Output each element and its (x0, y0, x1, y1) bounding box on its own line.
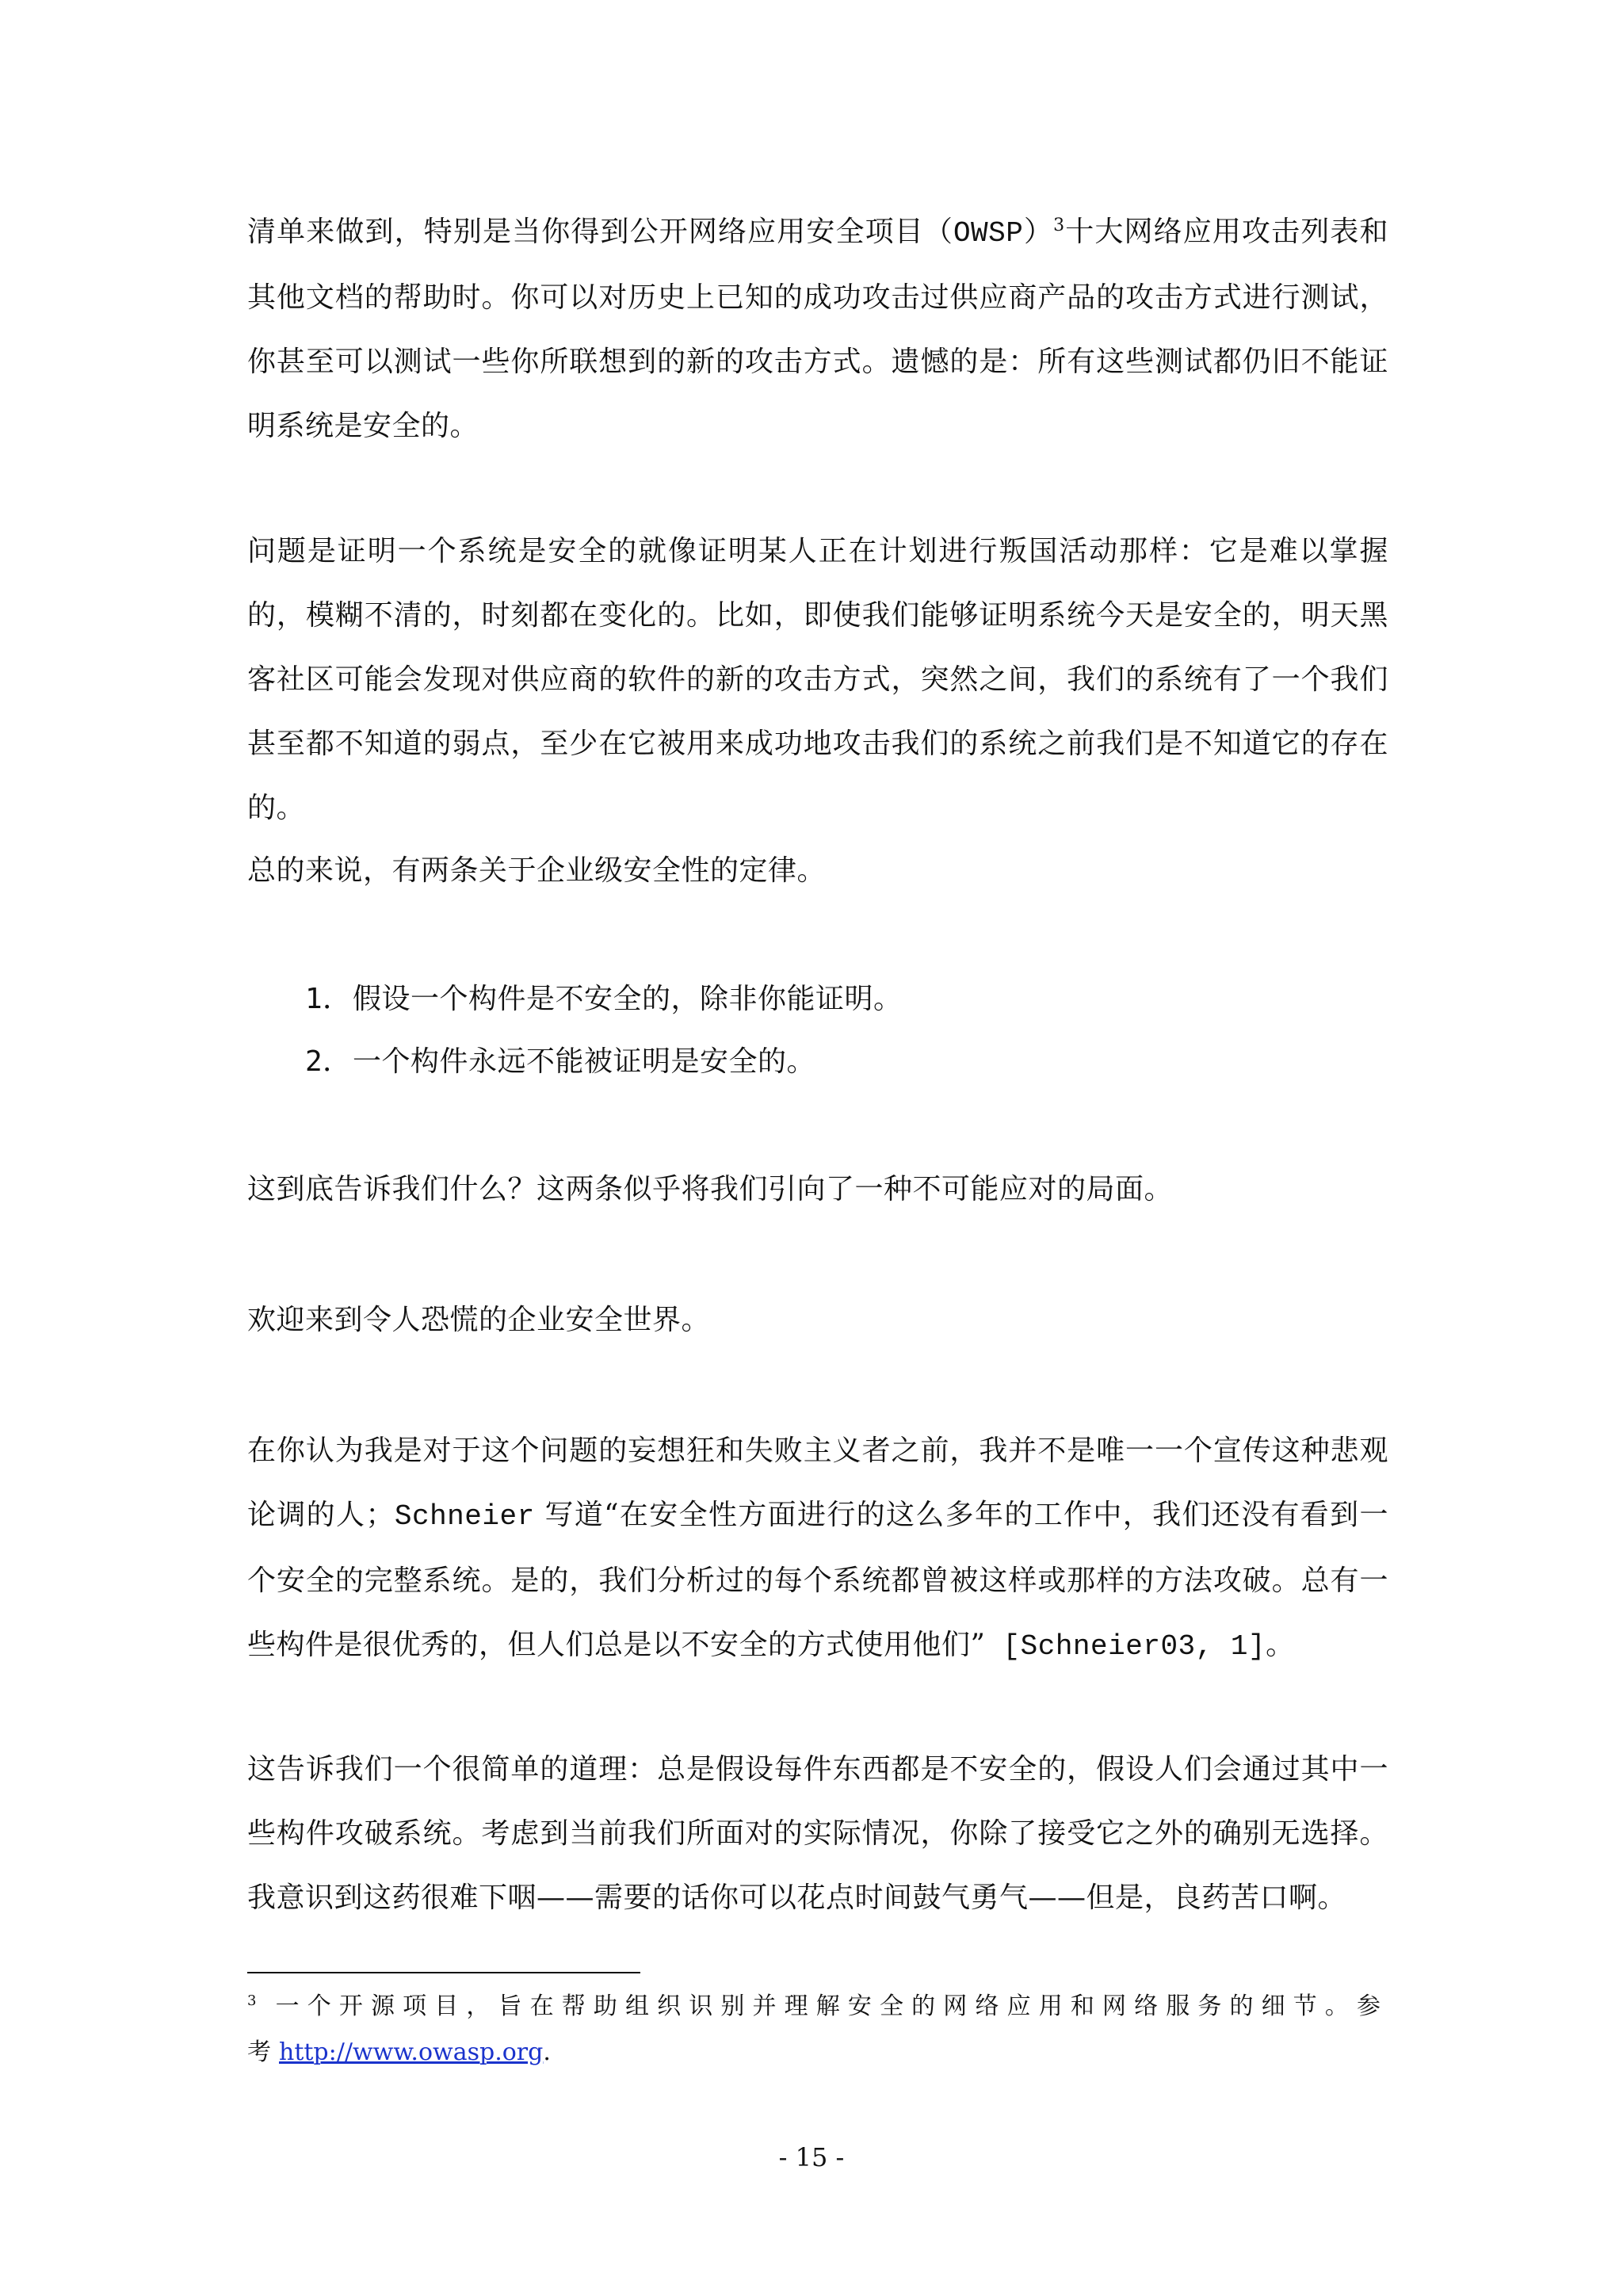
law-text: 一个构件永远不能被证明是安全的。 (353, 1045, 816, 1078)
footnote-tail: . (543, 2038, 551, 2066)
paragraph-text: ） (1023, 216, 1054, 248)
author-name: Schneier (394, 1500, 535, 1533)
paragraph-welcome: 欢迎来到令人恐慌的企业安全世界。 (247, 1304, 711, 1336)
paragraph-conclusion: 这告诉我们一个很简单的道理：总是假设每件东西都是不安全的，假设人们会通过其中一些构件攻破系统。考虑到当前我们所面对的实际情况，你除了接受它之外的确别无选择。我意识到这药很难下咽——需要的话你可以花点时间鼓气勇气——但是，良药苦口啊。 (247, 1753, 1388, 1914)
paragraph-text: 在你认为我是对于这个问题的妄想狂和失败主义者之前，我并不是唯一一个宣传这种悲观论调的人； (247, 1435, 1388, 1531)
footnote-divider (247, 1972, 640, 1973)
footnote-mark: 3 (247, 1992, 257, 2009)
footnote-reference[interactable]: 3 (1053, 216, 1065, 235)
citation: [Schneier03, 1] (985, 1630, 1266, 1663)
owasp-link[interactable]: http://www.owasp.org (279, 2038, 544, 2066)
paragraph-text: 。 (1266, 1629, 1295, 1661)
paragraph-proving-security: 问题是证明一个系统是安全的就像证明某人正在计划进行叛国活动那样：它是难以掌握的，模糊不清的，时刻都在变化的。比如，即使我们能够证明系统今天是安全的，明天黑客社区可能会发现对供应商的软件的新的攻击方式，突然之间，我们的系统有了一个我们甚至都不知道的弱点，至少在它被用来成功地攻击我们的系统之前我们是不知道它的存在的。 (247, 535, 1388, 824)
law-number: 2． (305, 1045, 352, 1078)
quote-text: 写道“在安全性方面进行的这么多年的工作中，我们还没有看到一个安全的完整系统。是的，我们分析过的每个系统都曾被这样或那样的方法攻破。总有一些构件是很优秀的，但人们总是以不安全的方式使用他们” (247, 1499, 1388, 1661)
footnote-text: 一个开源项目，旨在帮助组织识别并理解安全的网络应用和网络服务的细节。参考 (247, 1992, 1388, 2066)
paragraph-what-does-it-mean: 这到底告诉我们什么？这两条似乎将我们引向了一种不可能应对的局面。 (247, 1173, 1174, 1205)
law-item-2 (305, 1038, 815, 1086)
paragraph-owasp-testing (247, 200, 1388, 458)
owsp-acronym: OWSP (953, 217, 1024, 250)
law-item-1 (305, 976, 903, 1023)
paragraph-schneier-quote (247, 1419, 1388, 1679)
paragraph-text: 清单来做到，特别是当你得到公开网络应用安全项目（ (247, 216, 953, 248)
law-text: 假设一个构件是不安全的，除非你能证明。 (353, 983, 903, 1015)
paragraph-text: 十大网络应用攻击列表和其他文档的帮助时。你可以对历史上已知的成功攻击过供应商产品的攻击方式进行测试，你甚至可以测试一些你所联想到的新的攻击方式。遗憾的是：所有这些测试都仍旧不能证明系统是安全的。 (247, 216, 1388, 442)
footnote (247, 1984, 1388, 2076)
law-number: 1． (305, 983, 352, 1015)
page-number: - 15 - (778, 2142, 845, 2172)
paragraph-laws-intro: 总的来说，有两条关于企业级安全性的定律。 (247, 854, 827, 887)
